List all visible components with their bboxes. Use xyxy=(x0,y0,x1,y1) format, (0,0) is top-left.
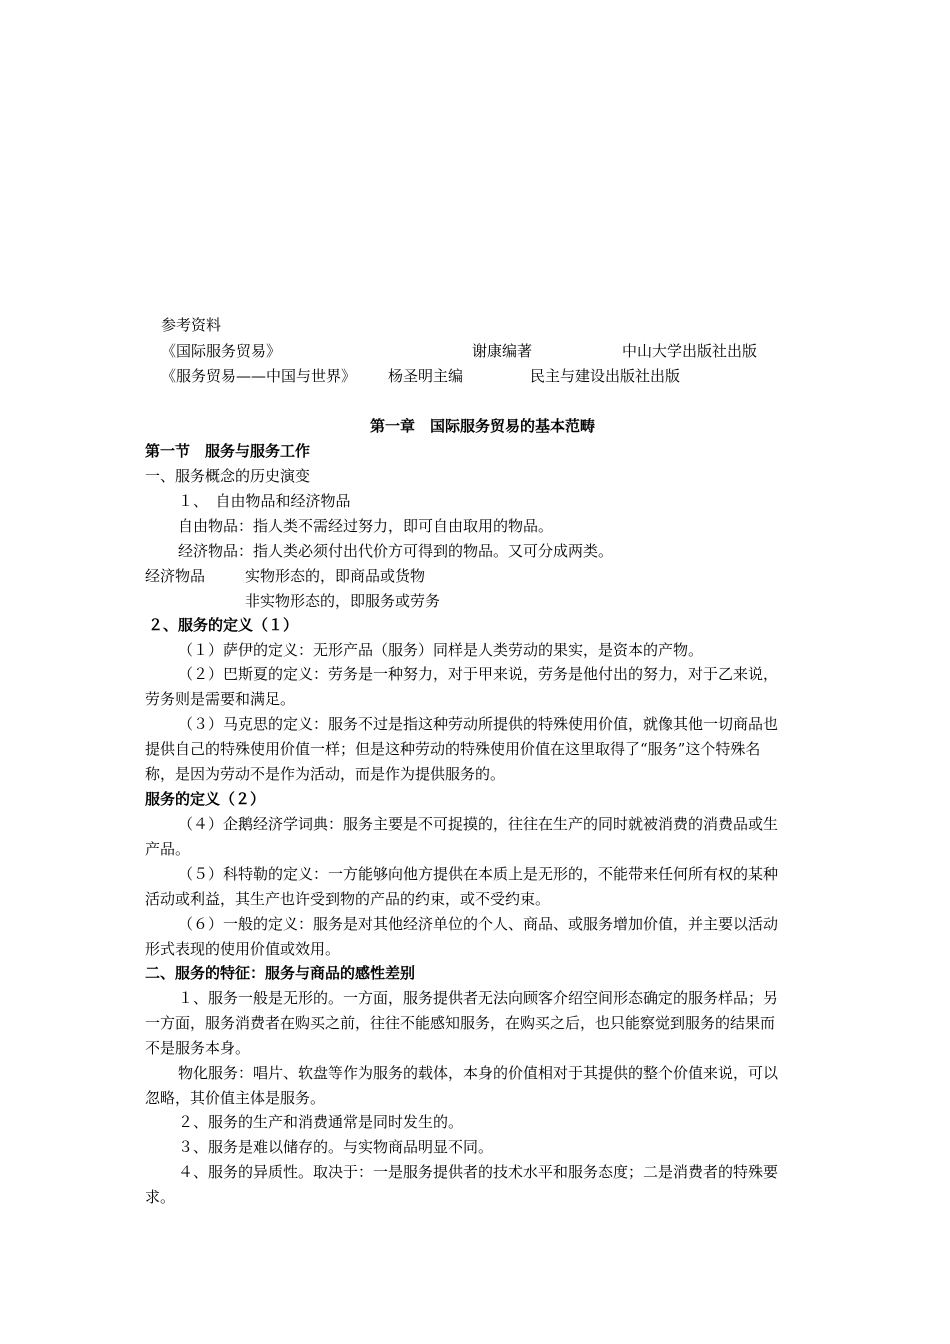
references-heading: 参考资料 xyxy=(161,316,222,334)
definition-kotler-line-2: 活动或利益，其生产也许受到物的产品的约束，或不受约束。 xyxy=(145,890,551,908)
reference-1-publisher: 中山大学出版社出版 xyxy=(622,342,758,360)
economic-goods-label: 经济物品 xyxy=(145,567,206,585)
chapter-title: 第一章 国际服务贸易的基本范畴 xyxy=(370,417,596,435)
economic-goods-definition: 经济物品：指人类必须付出代价方可得到的物品。又可分成两类。 xyxy=(178,542,614,560)
feature-2: ２、服务的生产和消费通常是同时发生的。 xyxy=(178,1113,464,1131)
section-title: 第一节 服务与服务工作 xyxy=(145,442,311,460)
definition-penguin-line-2: 产品。 xyxy=(145,840,191,858)
materialized-service-line-1: 物化服务：唱片、软盘等作为服务的载体，本身的价值相对于其提供的整个价值来说，可以 xyxy=(178,1064,779,1082)
definition-heading-2: 服务的定义（２） xyxy=(145,790,266,808)
definition-marx-line-3: 称，是因为劳动不是作为活动，而是作为提供服务的。 xyxy=(145,765,506,783)
definition-heading-1: ２、服务的定义（１） xyxy=(148,616,299,634)
reference-1-author: 谢康编著 xyxy=(472,342,533,360)
reference-2-publisher: 民主与建设出版社出版 xyxy=(530,367,681,385)
feature-4-line-2: 求。 xyxy=(145,1188,176,1206)
feature-4-line-1: ４、服务的异质性。取决于：一是服务提供者的技术水平和服务态度；二是消费者的特殊要 xyxy=(178,1163,779,1181)
feature-3: ３、服务是难以储存的。与实物商品明显不同。 xyxy=(178,1138,494,1156)
reference-2-author: 杨圣明主编 xyxy=(388,367,464,385)
reference-1-title: 《国际服务贸易》 xyxy=(161,342,282,360)
part1-title: 一、服务概念的历史演变 xyxy=(145,467,311,485)
reference-2-title: 《服务贸易——中国与世界》 xyxy=(161,367,357,385)
definition-kotler-line-1: （５）科特勒的定义：一方能够向他方提供在本质上是无形的，不能带来任何所有权的某种 xyxy=(178,865,779,883)
definition-bastiat-line-1: （２）巴斯夏的定义：劳务是一种努力，对于甲来说，劳务是他付出的努力，对于乙来说， xyxy=(178,665,779,683)
economic-goods-type-1: 实物形态的，即商品或货物 xyxy=(245,567,426,585)
definition-general-line-1: （６）一般的定义：服务是对其他经济单位的个人、商品、或服务增加价值，并主要以活动 xyxy=(178,915,779,933)
feature-1-line-2: 一方面，服务消费者在购买之前，往往不能感知服务，在购买之后，也只能察觉到服务的结果而 xyxy=(145,1014,776,1032)
item1-title: １、 自由物品和经济物品 xyxy=(178,492,351,510)
definition-marx-line-2: 提供自己的特殊使用价值一样；但是这种劳动的特殊使用价值在这里取得了“服务”这个特殊名 xyxy=(145,740,761,758)
part2-title: 二、服务的特征：服务与商品的感性差别 xyxy=(145,964,416,982)
economic-goods-type-2: 非实物形态的，即服务或劳务 xyxy=(245,592,441,610)
materialized-service-line-2: 忽略，其价值主体是服务。 xyxy=(145,1089,326,1107)
definition-marx-line-1: （３）马克思的定义：服务不过是指这种劳动所提供的特殊使用价值，就像其他一切商品也 xyxy=(178,715,779,733)
feature-1-line-3: 不是服务本身。 xyxy=(145,1039,251,1057)
definition-say: （１）萨伊的定义：无形产品（服务）同样是人类劳动的果实，是资本的产物。 xyxy=(178,641,704,659)
feature-1-line-1: １、服务一般是无形的。一方面，服务提供者无法向顾客介绍空间形态确定的服务样品；另 xyxy=(178,989,779,1007)
definition-general-line-2: 形式表现的使用价值或效用。 xyxy=(145,940,341,958)
free-goods-definition: 自由物品：指人类不需经过努力，即可自由取用的物品。 xyxy=(178,517,554,535)
definition-penguin-line-1: （４）企鹅经济学词典：服务主要是不可捉摸的，往往在生产的同时就被消费的消费品或生 xyxy=(178,815,779,833)
definition-bastiat-line-2: 劳务则是需要和满足。 xyxy=(145,690,296,708)
